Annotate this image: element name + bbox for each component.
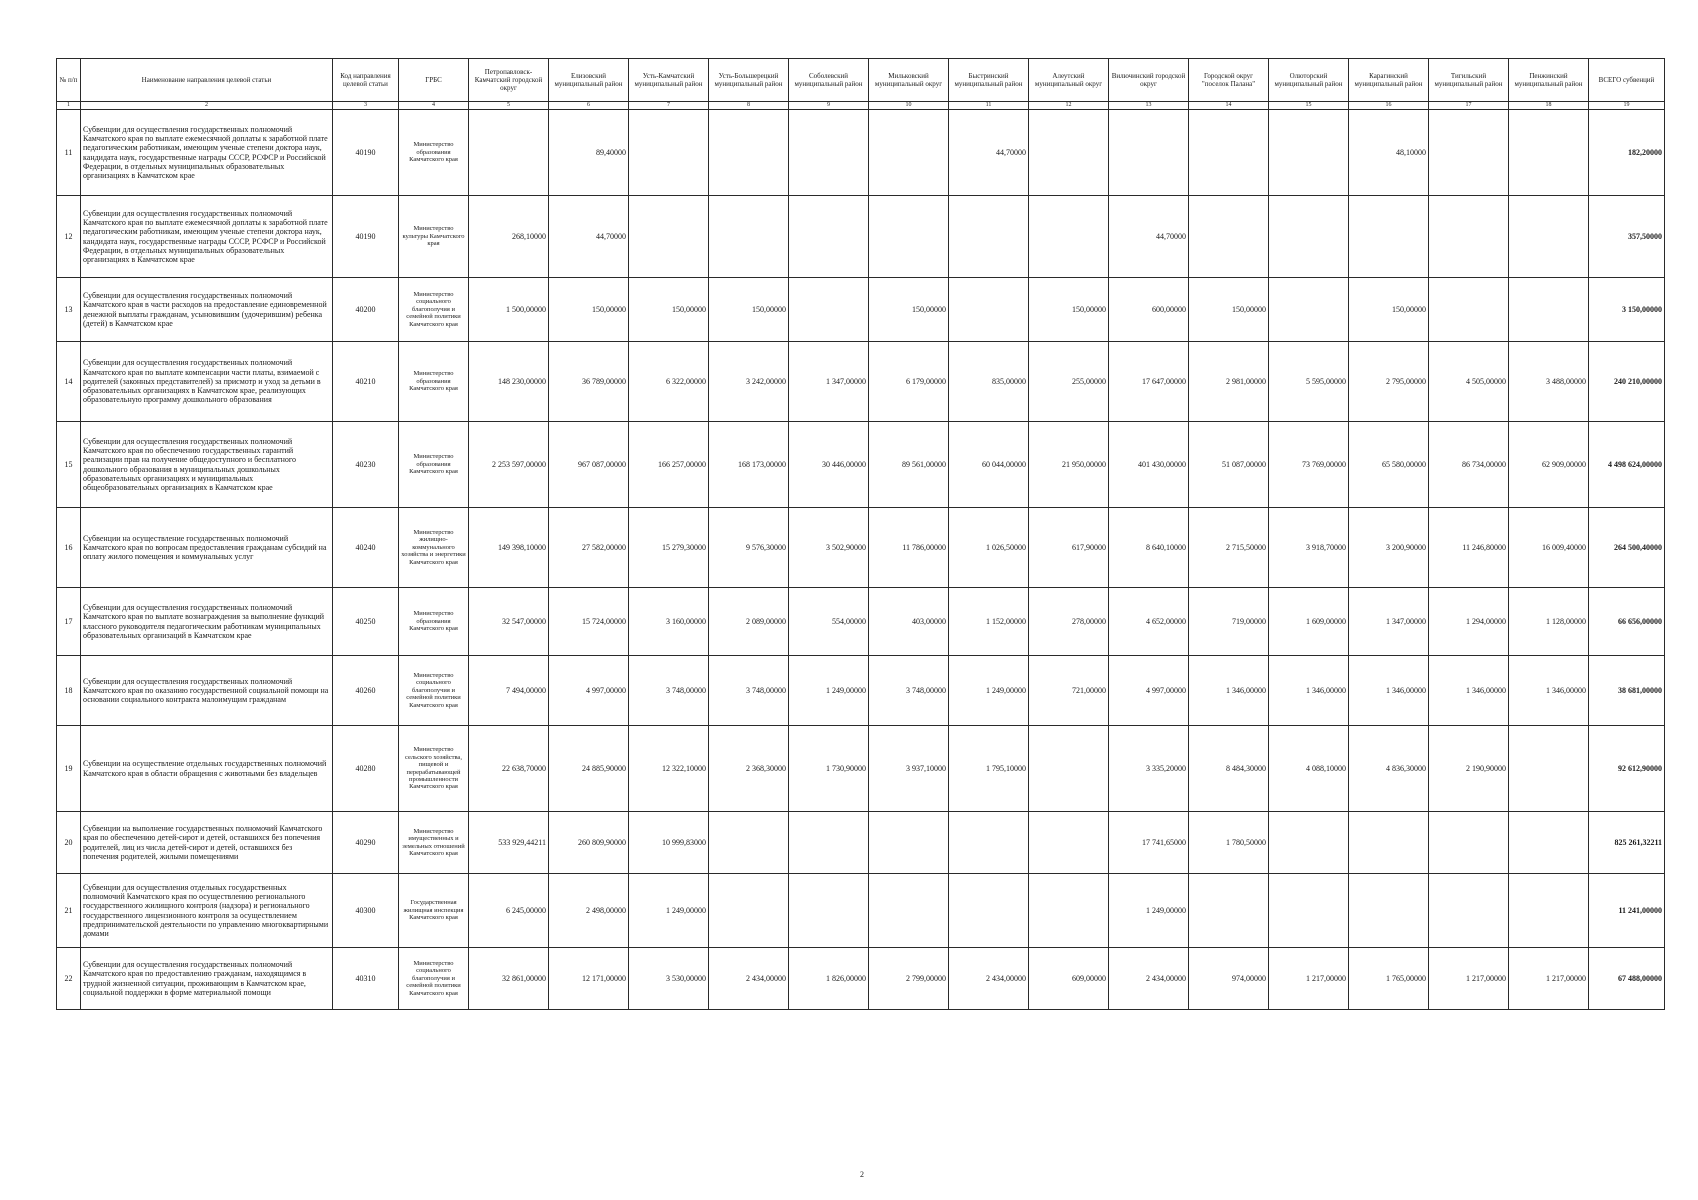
amount-cell: 22 638,70000 bbox=[469, 726, 549, 812]
amount-cell: 21 950,00000 bbox=[1029, 422, 1109, 508]
amount-cell: 15 279,30000 bbox=[629, 508, 709, 588]
amount-cell: 2 715,50000 bbox=[1189, 508, 1269, 588]
direction-name-cell: Субвенции для осуществления государственных полномочий Камчатского края по предоставлению гражданам, находящимся в трудной жизненной ситуации, проживающим в Камчатском крае, социальной поддержки в форме материальной помощи bbox=[81, 948, 333, 1010]
amount-cell: 44,70000 bbox=[1109, 196, 1189, 278]
amount-cell bbox=[1189, 110, 1269, 196]
column-number: 9 bbox=[789, 102, 869, 110]
amount-cell: 10 999,83000 bbox=[629, 812, 709, 874]
column-number: 8 bbox=[709, 102, 789, 110]
direction-name-cell: Субвенции для осуществления государственных полномочий Камчатского края по выплате ежемесячной доплаты к заработной плате педагогическим работникам, имеющим ученые степени доктора наук, кандидата наук, государственные награды СССР, РСФСР и Российской Федерации, в отдельных муниципальных образовательных организациях в Камчатском крае bbox=[81, 196, 333, 278]
amount-cell bbox=[949, 812, 1029, 874]
amount-cell bbox=[1509, 874, 1589, 948]
amount-cell: 5 595,00000 bbox=[1269, 342, 1349, 422]
column-header: Соболевский муниципальный район bbox=[789, 59, 869, 102]
amount-cell: 150,00000 bbox=[1349, 278, 1429, 342]
direction-code-cell: 40200 bbox=[333, 278, 399, 342]
table-row bbox=[57, 874, 1665, 948]
amount-cell bbox=[1349, 874, 1429, 948]
amount-cell: 30 446,00000 bbox=[789, 422, 869, 508]
direction-code-cell: 40240 bbox=[333, 508, 399, 588]
amount-cell: 1 294,00000 bbox=[1429, 588, 1509, 656]
grbs-cell: Министерство образования Камчатского края bbox=[399, 422, 469, 508]
column-number: 15 bbox=[1269, 102, 1349, 110]
amount-cell: 3 160,00000 bbox=[629, 588, 709, 656]
amount-cell: 1 346,00000 bbox=[1509, 656, 1589, 726]
direction-code-cell: 40250 bbox=[333, 588, 399, 656]
table-row bbox=[57, 508, 1665, 588]
column-number: 6 bbox=[549, 102, 629, 110]
amount-cell: 4 997,00000 bbox=[549, 656, 629, 726]
amount-cell bbox=[1029, 874, 1109, 948]
amount-cell: 3 918,70000 bbox=[1269, 508, 1349, 588]
amount-cell: 8 484,30000 bbox=[1189, 726, 1269, 812]
amount-cell: 32 547,00000 bbox=[469, 588, 549, 656]
amount-cell: 2 795,00000 bbox=[1349, 342, 1429, 422]
amount-cell: 533 929,44211 bbox=[469, 812, 549, 874]
amount-cell bbox=[789, 278, 869, 342]
column-header: Тигильский муниципальный район bbox=[1429, 59, 1509, 102]
grbs-cell: Министерство культуры Камчатского края bbox=[399, 196, 469, 278]
amount-cell bbox=[1429, 110, 1509, 196]
amount-cell: 150,00000 bbox=[1029, 278, 1109, 342]
total-cell: 357,50000 bbox=[1589, 196, 1665, 278]
direction-name-cell: Субвенции для осуществления государственных полномочий Камчатского края по оказанию государственной социальной помощи на основании социального контракта малоимущим гражданам bbox=[81, 656, 333, 726]
direction-code-cell: 40290 bbox=[333, 812, 399, 874]
amount-cell: 24 885,90000 bbox=[549, 726, 629, 812]
amount-cell: 27 582,00000 bbox=[549, 508, 629, 588]
amount-cell bbox=[1429, 196, 1509, 278]
amount-cell: 721,00000 bbox=[1029, 656, 1109, 726]
grbs-cell: Министерство образования Камчатского края bbox=[399, 110, 469, 196]
grbs-cell: Министерство социального благополучия и семейной политики Камчатского края bbox=[399, 656, 469, 726]
amount-cell bbox=[1029, 196, 1109, 278]
amount-cell: 2 368,30000 bbox=[709, 726, 789, 812]
amount-cell: 86 734,00000 bbox=[1429, 422, 1509, 508]
grbs-cell: Министерство имущественных и земельных отношений Камчатского края bbox=[399, 812, 469, 874]
amount-cell bbox=[869, 874, 949, 948]
amount-cell: 12 171,00000 bbox=[549, 948, 629, 1010]
table-row bbox=[57, 588, 1665, 656]
amount-cell: 403,00000 bbox=[869, 588, 949, 656]
amount-cell: 11 786,00000 bbox=[869, 508, 949, 588]
amount-cell: 166 257,00000 bbox=[629, 422, 709, 508]
amount-cell: 4 088,10000 bbox=[1269, 726, 1349, 812]
amount-cell: 2 981,00000 bbox=[1189, 342, 1269, 422]
amount-cell: 3 937,10000 bbox=[869, 726, 949, 812]
total-cell: 11 241,00000 bbox=[1589, 874, 1665, 948]
amount-cell bbox=[1269, 812, 1349, 874]
amount-cell: 1 249,00000 bbox=[1109, 874, 1189, 948]
amount-cell bbox=[629, 110, 709, 196]
row-number-cell: 20 bbox=[57, 812, 81, 874]
amount-cell bbox=[1429, 812, 1509, 874]
amount-cell: 1 347,00000 bbox=[789, 342, 869, 422]
column-header: ГРБС bbox=[399, 59, 469, 102]
direction-name-cell: Субвенции для осуществления государственных полномочий Камчатского края в части расходов на предоставление единовременной денежной выплаты гражданам, усыновившим (удочерившим) ребенка (детей) в Камчатском крае bbox=[81, 278, 333, 342]
total-cell: 67 488,00000 bbox=[1589, 948, 1665, 1010]
row-number-cell: 18 bbox=[57, 656, 81, 726]
amount-cell: 3 748,00000 bbox=[869, 656, 949, 726]
column-header: Алеутский муниципальный округ bbox=[1029, 59, 1109, 102]
amount-cell bbox=[949, 196, 1029, 278]
total-cell: 38 681,00000 bbox=[1589, 656, 1665, 726]
amount-cell bbox=[1189, 874, 1269, 948]
amount-cell: 168 173,00000 bbox=[709, 422, 789, 508]
amount-cell bbox=[1029, 110, 1109, 196]
amount-cell: 2 799,00000 bbox=[869, 948, 949, 1010]
column-header: № п/п bbox=[57, 59, 81, 102]
column-header: Олюторский муниципальный район bbox=[1269, 59, 1349, 102]
amount-cell: 11 246,80000 bbox=[1429, 508, 1509, 588]
amount-cell: 1 249,00000 bbox=[629, 874, 709, 948]
direction-code-cell: 40190 bbox=[333, 196, 399, 278]
amount-cell: 2 434,00000 bbox=[709, 948, 789, 1010]
row-number-cell: 21 bbox=[57, 874, 81, 948]
direction-code-cell: 40310 bbox=[333, 948, 399, 1010]
direction-name-cell: Субвенции на осуществление отдельных государственных полномочий Камчатского края в области обращения с животными без владельцев bbox=[81, 726, 333, 812]
table-body bbox=[57, 110, 1665, 1010]
column-number: 14 bbox=[1189, 102, 1269, 110]
column-number: 10 bbox=[869, 102, 949, 110]
amount-cell bbox=[1109, 110, 1189, 196]
amount-cell: 1 217,00000 bbox=[1509, 948, 1589, 1010]
amount-cell: 4 505,00000 bbox=[1429, 342, 1509, 422]
amount-cell: 4 836,30000 bbox=[1349, 726, 1429, 812]
amount-cell bbox=[1349, 196, 1429, 278]
row-number-cell: 13 bbox=[57, 278, 81, 342]
column-number: 18 bbox=[1509, 102, 1589, 110]
amount-cell: 617,90000 bbox=[1029, 508, 1109, 588]
amount-cell: 9 576,30000 bbox=[709, 508, 789, 588]
amount-cell: 835,00000 bbox=[949, 342, 1029, 422]
amount-cell bbox=[1269, 278, 1349, 342]
amount-cell: 4 997,00000 bbox=[1109, 656, 1189, 726]
amount-cell bbox=[949, 278, 1029, 342]
column-header: Карагинский муниципальный район bbox=[1349, 59, 1429, 102]
amount-cell: 1 730,90000 bbox=[789, 726, 869, 812]
amount-cell: 268,10000 bbox=[469, 196, 549, 278]
row-number-cell: 22 bbox=[57, 948, 81, 1010]
amount-cell: 150,00000 bbox=[1189, 278, 1269, 342]
amount-cell: 3 242,00000 bbox=[709, 342, 789, 422]
column-header: ВСЕГО субвенций bbox=[1589, 59, 1665, 102]
amount-cell: 1 500,00000 bbox=[469, 278, 549, 342]
table-row bbox=[57, 110, 1665, 196]
grbs-cell: Министерство образования Камчатского края bbox=[399, 588, 469, 656]
amount-cell: 150,00000 bbox=[869, 278, 949, 342]
table-row bbox=[57, 948, 1665, 1010]
amount-cell: 1 826,00000 bbox=[789, 948, 869, 1010]
amount-cell bbox=[789, 110, 869, 196]
table-header-row bbox=[57, 59, 1665, 102]
column-number: 7 bbox=[629, 102, 709, 110]
subventions-table bbox=[56, 58, 1665, 1010]
amount-cell bbox=[1509, 812, 1589, 874]
amount-cell: 3 488,00000 bbox=[1509, 342, 1589, 422]
amount-cell: 2 253 597,00000 bbox=[469, 422, 549, 508]
amount-cell bbox=[869, 196, 949, 278]
amount-cell bbox=[709, 196, 789, 278]
direction-name-cell: Субвенции для осуществления государственных полномочий Камчатского края по выплате компенсации части платы, взимаемой с родителей (законных представителей) за присмотр и уход за детьми в образовательных организациях в Камчатском крае, реализующих образовательную программу дошкольного образования bbox=[81, 342, 333, 422]
amount-cell: 3 502,90000 bbox=[789, 508, 869, 588]
amount-cell bbox=[1349, 812, 1429, 874]
amount-cell: 48,10000 bbox=[1349, 110, 1429, 196]
amount-cell bbox=[789, 196, 869, 278]
amount-cell: 17 741,65000 bbox=[1109, 812, 1189, 874]
table-row bbox=[57, 726, 1665, 812]
amount-cell: 1 609,00000 bbox=[1269, 588, 1349, 656]
amount-cell: 150,00000 bbox=[549, 278, 629, 342]
column-header: Пенжинский муниципальный район bbox=[1509, 59, 1589, 102]
direction-name-cell: Субвенции для осуществления государственных полномочий Камчатского края по выплате ежемесячной доплаты к заработной плате педагогическим работникам, имеющим ученые степени доктора наук, кандидата наук, государственные награды СССР, РСФСР и Российской Федерации, в отдельных муниципальных образовательных организациях в Камчатском крае bbox=[81, 110, 333, 196]
total-cell: 66 656,00000 bbox=[1589, 588, 1665, 656]
amount-cell: 44,70000 bbox=[949, 110, 1029, 196]
total-cell: 92 612,90000 bbox=[1589, 726, 1665, 812]
amount-cell: 2 434,00000 bbox=[1109, 948, 1189, 1010]
grbs-cell: Министерство сельского хозяйства, пищевой и перерабатывающей промышленности Камчатского края bbox=[399, 726, 469, 812]
column-number: 13 bbox=[1109, 102, 1189, 110]
amount-cell: 2 089,00000 bbox=[709, 588, 789, 656]
column-number: 1 bbox=[57, 102, 81, 110]
amount-cell: 65 580,00000 bbox=[1349, 422, 1429, 508]
amount-cell: 149 398,10000 bbox=[469, 508, 549, 588]
total-cell: 4 498 624,00000 bbox=[1589, 422, 1665, 508]
direction-code-cell: 40260 bbox=[333, 656, 399, 726]
amount-cell: 2 498,00000 bbox=[549, 874, 629, 948]
amount-cell: 73 769,00000 bbox=[1269, 422, 1349, 508]
column-number: 17 bbox=[1429, 102, 1509, 110]
direction-name-cell: Субвенции на осуществление государственных полномочий Камчатского края по вопросам предоставления гражданам субсидий на оплату жилого помещения и коммунальных услуг bbox=[81, 508, 333, 588]
column-number: 4 bbox=[399, 102, 469, 110]
amount-cell: 401 430,00000 bbox=[1109, 422, 1189, 508]
direction-name-cell: Субвенции для осуществления государственных полномочий Камчатского края по выплате вознаграждения за выполнение функций классного руководителя педагогическим работникам муниципальных образовательных организаций в Камчатском крае bbox=[81, 588, 333, 656]
total-cell: 264 500,40000 bbox=[1589, 508, 1665, 588]
document-page bbox=[56, 58, 1664, 1010]
direction-code-cell: 40210 bbox=[333, 342, 399, 422]
amount-cell: 260 809,90000 bbox=[549, 812, 629, 874]
amount-cell: 1 780,50000 bbox=[1189, 812, 1269, 874]
amount-cell bbox=[1029, 812, 1109, 874]
column-number: 16 bbox=[1349, 102, 1429, 110]
amount-cell: 1 765,00000 bbox=[1349, 948, 1429, 1010]
amount-cell bbox=[1429, 278, 1509, 342]
amount-cell bbox=[1029, 726, 1109, 812]
amount-cell: 6 322,00000 bbox=[629, 342, 709, 422]
table-row bbox=[57, 278, 1665, 342]
amount-cell: 1 346,00000 bbox=[1189, 656, 1269, 726]
total-cell: 825 261,32211 bbox=[1589, 812, 1665, 874]
amount-cell: 8 640,10000 bbox=[1109, 508, 1189, 588]
row-number-cell: 12 bbox=[57, 196, 81, 278]
amount-cell: 6 245,00000 bbox=[469, 874, 549, 948]
column-header: Наименование направления целевой статьи bbox=[81, 59, 333, 102]
column-header: Петропавловск-Камчатский городской округ bbox=[469, 59, 549, 102]
amount-cell: 1 795,10000 bbox=[949, 726, 1029, 812]
column-number-row bbox=[57, 102, 1665, 110]
amount-cell: 44,70000 bbox=[549, 196, 629, 278]
column-header: Мильковский муниципальный округ bbox=[869, 59, 949, 102]
amount-cell: 32 861,00000 bbox=[469, 948, 549, 1010]
amount-cell bbox=[1269, 196, 1349, 278]
amount-cell bbox=[789, 812, 869, 874]
amount-cell: 609,00000 bbox=[1029, 948, 1109, 1010]
amount-cell: 1 347,00000 bbox=[1349, 588, 1429, 656]
column-header: Вилючинский городской округ bbox=[1109, 59, 1189, 102]
table-row bbox=[57, 196, 1665, 278]
amount-cell bbox=[1509, 726, 1589, 812]
amount-cell: 1 346,00000 bbox=[1429, 656, 1509, 726]
column-header: Усть-Большерецкий муниципальный район bbox=[709, 59, 789, 102]
amount-cell: 7 494,00000 bbox=[469, 656, 549, 726]
amount-cell: 4 652,00000 bbox=[1109, 588, 1189, 656]
amount-cell: 51 087,00000 bbox=[1189, 422, 1269, 508]
amount-cell: 89 561,00000 bbox=[869, 422, 949, 508]
amount-cell bbox=[1509, 196, 1589, 278]
amount-cell: 60 044,00000 bbox=[949, 422, 1029, 508]
grbs-cell: Государственная жилищная инспекция Камчатского края bbox=[399, 874, 469, 948]
direction-name-cell: Субвенции для осуществления отдельных государственных полномочий Камчатского края по осуществлению регионального государственного жилищного контроля (надзора) и регионального государственного лицензионного контроля за осуществлением предпринимательской деятельности по управлению многоквартирными домами bbox=[81, 874, 333, 948]
row-number-cell: 14 bbox=[57, 342, 81, 422]
row-number-cell: 11 bbox=[57, 110, 81, 196]
amount-cell: 600,00000 bbox=[1109, 278, 1189, 342]
amount-cell: 2 434,00000 bbox=[949, 948, 1029, 1010]
direction-name-cell: Субвенции для осуществления государственных полномочий Камчатского края по обеспечению государственных гарантий реализации прав на получение общедоступного и бесплатного дошкольного образования в муниципальных дошкольных образовательных организациях и муниципальных общеобразовательных организациях в Камчатском крае bbox=[81, 422, 333, 508]
amount-cell bbox=[709, 812, 789, 874]
row-number-cell: 19 bbox=[57, 726, 81, 812]
amount-cell bbox=[869, 812, 949, 874]
amount-cell: 1 217,00000 bbox=[1429, 948, 1509, 1010]
amount-cell: 3 200,90000 bbox=[1349, 508, 1429, 588]
amount-cell bbox=[709, 874, 789, 948]
column-number: 2 bbox=[81, 102, 333, 110]
page-number: 2 bbox=[860, 1170, 864, 1179]
amount-cell: 3 748,00000 bbox=[709, 656, 789, 726]
amount-cell: 6 179,00000 bbox=[869, 342, 949, 422]
amount-cell: 12 322,10000 bbox=[629, 726, 709, 812]
amount-cell: 255,00000 bbox=[1029, 342, 1109, 422]
column-header: Усть-Камчатский муниципальный район bbox=[629, 59, 709, 102]
grbs-cell: Министерство жилищно-коммунального хозяйства и энергетики Камчатского края bbox=[399, 508, 469, 588]
amount-cell: 36 789,00000 bbox=[549, 342, 629, 422]
amount-cell bbox=[1269, 874, 1349, 948]
grbs-cell: Министерство образования Камчатского края bbox=[399, 342, 469, 422]
amount-cell: 967 087,00000 bbox=[549, 422, 629, 508]
column-number: 11 bbox=[949, 102, 1029, 110]
amount-cell: 1 217,00000 bbox=[1269, 948, 1349, 1010]
amount-cell: 17 647,00000 bbox=[1109, 342, 1189, 422]
amount-cell bbox=[629, 196, 709, 278]
amount-cell: 1 346,00000 bbox=[1269, 656, 1349, 726]
total-cell: 182,20000 bbox=[1589, 110, 1665, 196]
amount-cell: 16 009,40000 bbox=[1509, 508, 1589, 588]
row-number-cell: 17 bbox=[57, 588, 81, 656]
amount-cell: 2 190,90000 bbox=[1429, 726, 1509, 812]
amount-cell: 3 748,00000 bbox=[629, 656, 709, 726]
amount-cell: 3 335,20000 bbox=[1109, 726, 1189, 812]
amount-cell: 15 724,00000 bbox=[549, 588, 629, 656]
amount-cell: 1 026,50000 bbox=[949, 508, 1029, 588]
amount-cell bbox=[949, 874, 1029, 948]
amount-cell: 1 249,00000 bbox=[789, 656, 869, 726]
amount-cell: 3 530,00000 bbox=[629, 948, 709, 1010]
table-row bbox=[57, 812, 1665, 874]
direction-code-cell: 40230 bbox=[333, 422, 399, 508]
amount-cell: 554,00000 bbox=[789, 588, 869, 656]
direction-code-cell: 40280 bbox=[333, 726, 399, 812]
amount-cell bbox=[1269, 110, 1349, 196]
amount-cell bbox=[1509, 110, 1589, 196]
amount-cell: 1 152,00000 bbox=[949, 588, 1029, 656]
column-number: 3 bbox=[333, 102, 399, 110]
direction-name-cell: Субвенции на выполнение государственных полномочий Камчатского края по обеспечению детей-сирот и детей, оставшихся без попечения родителей, лиц из числа детей-сирот и детей, оставшихся без попечения родителей, жилыми помещениями bbox=[81, 812, 333, 874]
amount-cell: 150,00000 bbox=[709, 278, 789, 342]
column-number: 12 bbox=[1029, 102, 1109, 110]
table-row bbox=[57, 422, 1665, 508]
total-cell: 240 210,00000 bbox=[1589, 342, 1665, 422]
column-header: Городской округ "поселок Палана" bbox=[1189, 59, 1269, 102]
amount-cell: 150,00000 bbox=[629, 278, 709, 342]
row-number-cell: 15 bbox=[57, 422, 81, 508]
total-cell: 3 150,00000 bbox=[1589, 278, 1665, 342]
amount-cell bbox=[1189, 196, 1269, 278]
amount-cell: 62 909,00000 bbox=[1509, 422, 1589, 508]
column-number: 5 bbox=[469, 102, 549, 110]
row-number-cell: 16 bbox=[57, 508, 81, 588]
direction-code-cell: 40300 bbox=[333, 874, 399, 948]
column-number: 19 bbox=[1589, 102, 1665, 110]
amount-cell bbox=[709, 110, 789, 196]
amount-cell: 278,00000 bbox=[1029, 588, 1109, 656]
direction-code-cell: 40190 bbox=[333, 110, 399, 196]
column-header: Елизовский муниципальный район bbox=[549, 59, 629, 102]
amount-cell: 1 128,00000 bbox=[1509, 588, 1589, 656]
amount-cell bbox=[869, 110, 949, 196]
grbs-cell: Министерство социального благополучия и семейной политики Камчатского края bbox=[399, 948, 469, 1010]
amount-cell: 974,00000 bbox=[1189, 948, 1269, 1010]
amount-cell: 719,00000 bbox=[1189, 588, 1269, 656]
column-header: Быстринский муниципальный район bbox=[949, 59, 1029, 102]
amount-cell bbox=[789, 874, 869, 948]
amount-cell: 148 230,00000 bbox=[469, 342, 549, 422]
amount-cell: 1 346,00000 bbox=[1349, 656, 1429, 726]
amount-cell: 1 249,00000 bbox=[949, 656, 1029, 726]
grbs-cell: Министерство социального благополучия и семейной политики Камчатского края bbox=[399, 278, 469, 342]
amount-cell bbox=[469, 110, 549, 196]
amount-cell bbox=[1509, 278, 1589, 342]
table-row bbox=[57, 656, 1665, 726]
table-row bbox=[57, 342, 1665, 422]
column-header: Код направления целевой статьи bbox=[333, 59, 399, 102]
amount-cell bbox=[1429, 874, 1509, 948]
amount-cell: 89,40000 bbox=[549, 110, 629, 196]
